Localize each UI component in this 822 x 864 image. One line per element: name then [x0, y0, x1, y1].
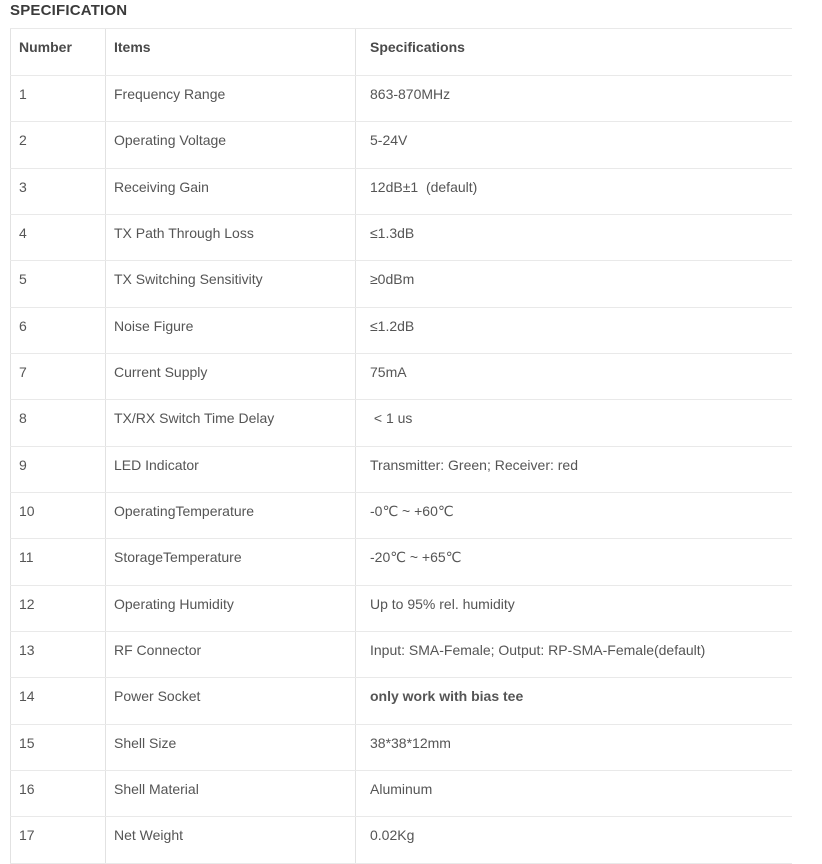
number-cell: 7 — [11, 353, 106, 399]
table-row — [11, 168, 792, 214]
table-row — [11, 631, 792, 677]
number-cell: 3 — [11, 168, 106, 214]
spec-cell: 863-870MHz — [356, 76, 792, 122]
spec-cell: ≥0dBm — [356, 261, 792, 307]
item-cell: Noise Figure — [106, 307, 356, 353]
item-cell: RF Connector — [106, 631, 356, 677]
table-row — [11, 446, 792, 492]
column-header-specifications: Specifications — [356, 29, 792, 76]
number-cell: 14 — [11, 678, 106, 724]
item-cell: StorageTemperature — [106, 539, 356, 585]
table-row — [11, 353, 792, 399]
table-row — [11, 76, 792, 122]
item-cell: Shell Material — [106, 770, 356, 816]
table-row — [11, 678, 792, 724]
table-row — [11, 307, 792, 353]
number-cell: 17 — [11, 817, 106, 863]
item-cell: Operating Humidity — [106, 585, 356, 631]
number-cell: 6 — [11, 307, 106, 353]
number-cell: 9 — [11, 446, 106, 492]
item-cell: Operating Voltage — [106, 122, 356, 168]
number-cell: 10 — [11, 492, 106, 538]
number-cell: 2 — [11, 122, 106, 168]
item-cell: Current Supply — [106, 353, 356, 399]
item-cell: Net Weight — [106, 817, 356, 863]
spec-cell: Input: SMA-Female; Output: RP-SMA-Female(default) — [356, 631, 792, 677]
column-header-number: Number — [11, 29, 106, 76]
spec-cell: 75mA — [356, 353, 792, 399]
item-cell: TX/RX Switch Time Delay — [106, 400, 356, 446]
table-row — [11, 261, 792, 307]
table-header-row — [11, 29, 792, 76]
table-row — [11, 724, 792, 770]
number-cell: 11 — [11, 539, 106, 585]
spec-cell: only work with bias tee — [356, 678, 792, 724]
spec-cell: 0.02Kg — [356, 817, 792, 863]
spec-cell: Up to 95% rel. humidity — [356, 585, 792, 631]
spec-cell: ≤1.3dB — [356, 214, 792, 260]
number-cell: 8 — [11, 400, 106, 446]
number-cell: 13 — [11, 631, 106, 677]
spec-cell: -0℃ ~ +60℃ — [356, 492, 792, 538]
spec-cell: < 1 us — [356, 400, 792, 446]
spec-cell: Aluminum — [356, 770, 792, 816]
number-cell: 5 — [11, 261, 106, 307]
spec-cell: ≤1.2dB — [356, 307, 792, 353]
item-cell: OperatingTemperature — [106, 492, 356, 538]
number-cell: 4 — [11, 214, 106, 260]
item-cell: LED Indicator — [106, 446, 356, 492]
column-header-items: Items — [106, 29, 356, 76]
table-row — [11, 214, 792, 260]
number-cell: 15 — [11, 724, 106, 770]
spec-cell: 12dB±1 (default) — [356, 168, 792, 214]
number-cell: 1 — [11, 76, 106, 122]
spec-cell: Transmitter: Green; Receiver: red — [356, 446, 792, 492]
table-row — [11, 400, 792, 446]
spec-cell: 5-24V — [356, 122, 792, 168]
table-row — [11, 817, 792, 863]
spec-cell: 38*38*12mm — [356, 724, 792, 770]
item-cell: Frequency Range — [106, 76, 356, 122]
table-row — [11, 585, 792, 631]
table-row — [11, 492, 792, 538]
table-row — [11, 770, 792, 816]
number-cell: 16 — [11, 770, 106, 816]
item-cell: Receiving Gain — [106, 168, 356, 214]
spec-cell: -20℃ ~ +65℃ — [356, 539, 792, 585]
item-cell: Shell Size — [106, 724, 356, 770]
specification-table — [10, 28, 792, 864]
number-cell: 12 — [11, 585, 106, 631]
item-cell: Power Socket — [106, 678, 356, 724]
item-cell: TX Path Through Loss — [106, 214, 356, 260]
table-row — [11, 539, 792, 585]
page-title: SPECIFICATION — [10, 2, 128, 19]
table-row — [11, 122, 792, 168]
item-cell: TX Switching Sensitivity — [106, 261, 356, 307]
